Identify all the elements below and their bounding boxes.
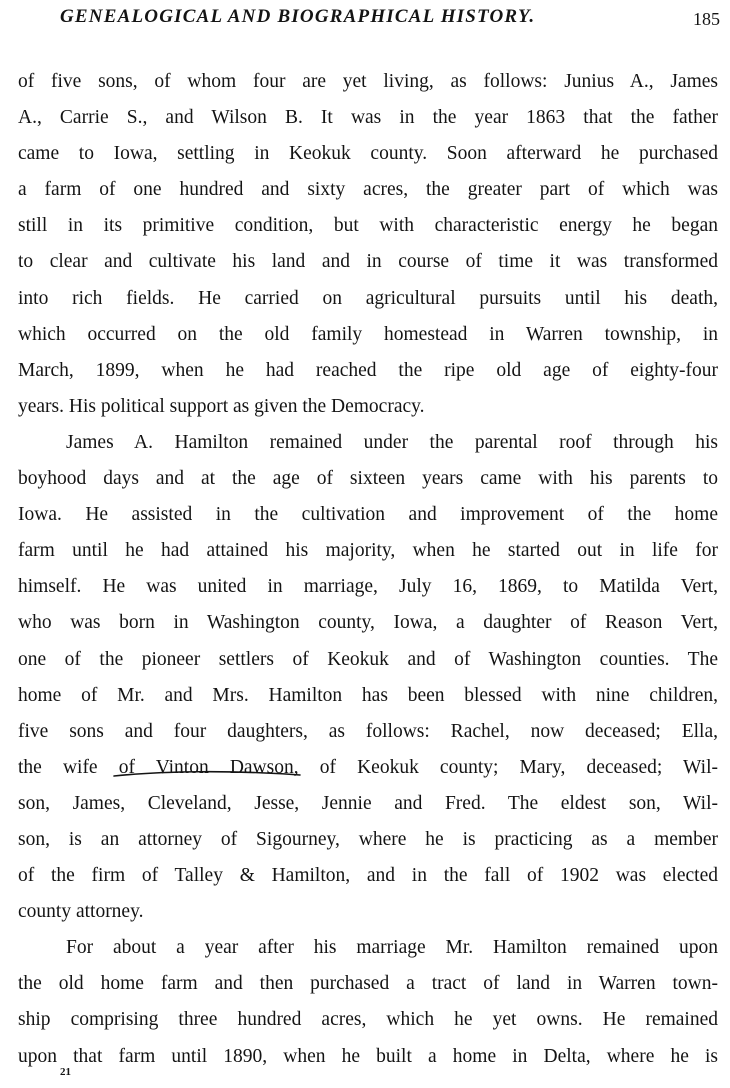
text-line: James A. Hamilton remained under the parental roof through his [66,431,718,453]
text-line: of five sons, of whom four are yet living, as follows: Junius A., James [18,71,718,92]
pen-underline-mark [112,766,302,780]
text-line: to clear and cultivate his land and in course of time it was transformed [18,251,718,273]
text-line: Iowa. He assisted in the cultivation and improvement of the home [18,504,718,526]
text-line: son, is an attorney of Sigourney, where he is practicing as a member [18,828,718,850]
text-line: which occurred on the old family homestead in Warren township, in [18,323,718,345]
text-line: one of the pioneer settlers of Keokuk and of Washington counties. The [18,648,718,670]
text-line: still in its primitive condition, but with characteristic energy he began [18,215,718,237]
text-line: five sons and four daughters, as follows: Rachel, now deceased; Ella, [18,720,718,742]
text-line: March, 1899, when he had reached the ripe old age of eighty-four [18,359,718,381]
text-line: a farm of one hundred and sixty acres, the greater part of which was [18,179,718,201]
text-line: himself. He was united in marriage, July 16, 1869, to Matilda Vert, [18,576,718,598]
text-line: farm until he had attained his majority, when he started out in life for [18,540,718,562]
text-line: son, James, Cleveland, Jesse, Jennie and Fred. The eldest son, Wil- [18,792,718,814]
text-line: For about a year after his marriage Mr. Hamilton remained upon [66,937,718,959]
text-line: upon that farm until 1890, when he built a home in Delta, where he is [18,1045,718,1067]
signature-mark: 21 [60,1066,71,1078]
text-line: county attorney. [18,901,144,923]
text-line: years. His political support as given the Democracy. [18,395,425,417]
text-line: came to Iowa, settling in Keokuk county. Soon afterward he purchased [18,143,718,165]
text-line: ship comprising three hundred acres, which he yet owns. He remained [18,1009,718,1031]
page-number: 185 [693,9,720,29]
text-line: who was born in Washington county, Iowa, a daughter of Reason Vert, [18,612,718,634]
text-line: of the firm of Talley & Hamilton, and in the fall of 1902 was elected [18,865,718,887]
text-line: into rich fields. He carried on agricultural pursuits until his death, [18,287,718,309]
text-line: home of Mr. and Mrs. Hamilton has been blessed with nine children, [18,684,718,706]
text-line: boyhood days and at the age of sixteen years came with his parents to [18,468,718,490]
body-text [18,64,718,1075]
page-header [60,6,720,36]
text-line: A., Carrie S., and Wilson B. It was in the year 1863 that the father [18,107,718,129]
text-line: the old home farm and then purchased a tract of land in Warren town- [18,973,718,995]
running-head: GENEALOGICAL AND BIOGRAPHICAL HISTORY. [60,6,536,27]
text-line: the wife of Vinton Dawson, of Keokuk county; Mary, deceased; Wil- [18,756,718,778]
